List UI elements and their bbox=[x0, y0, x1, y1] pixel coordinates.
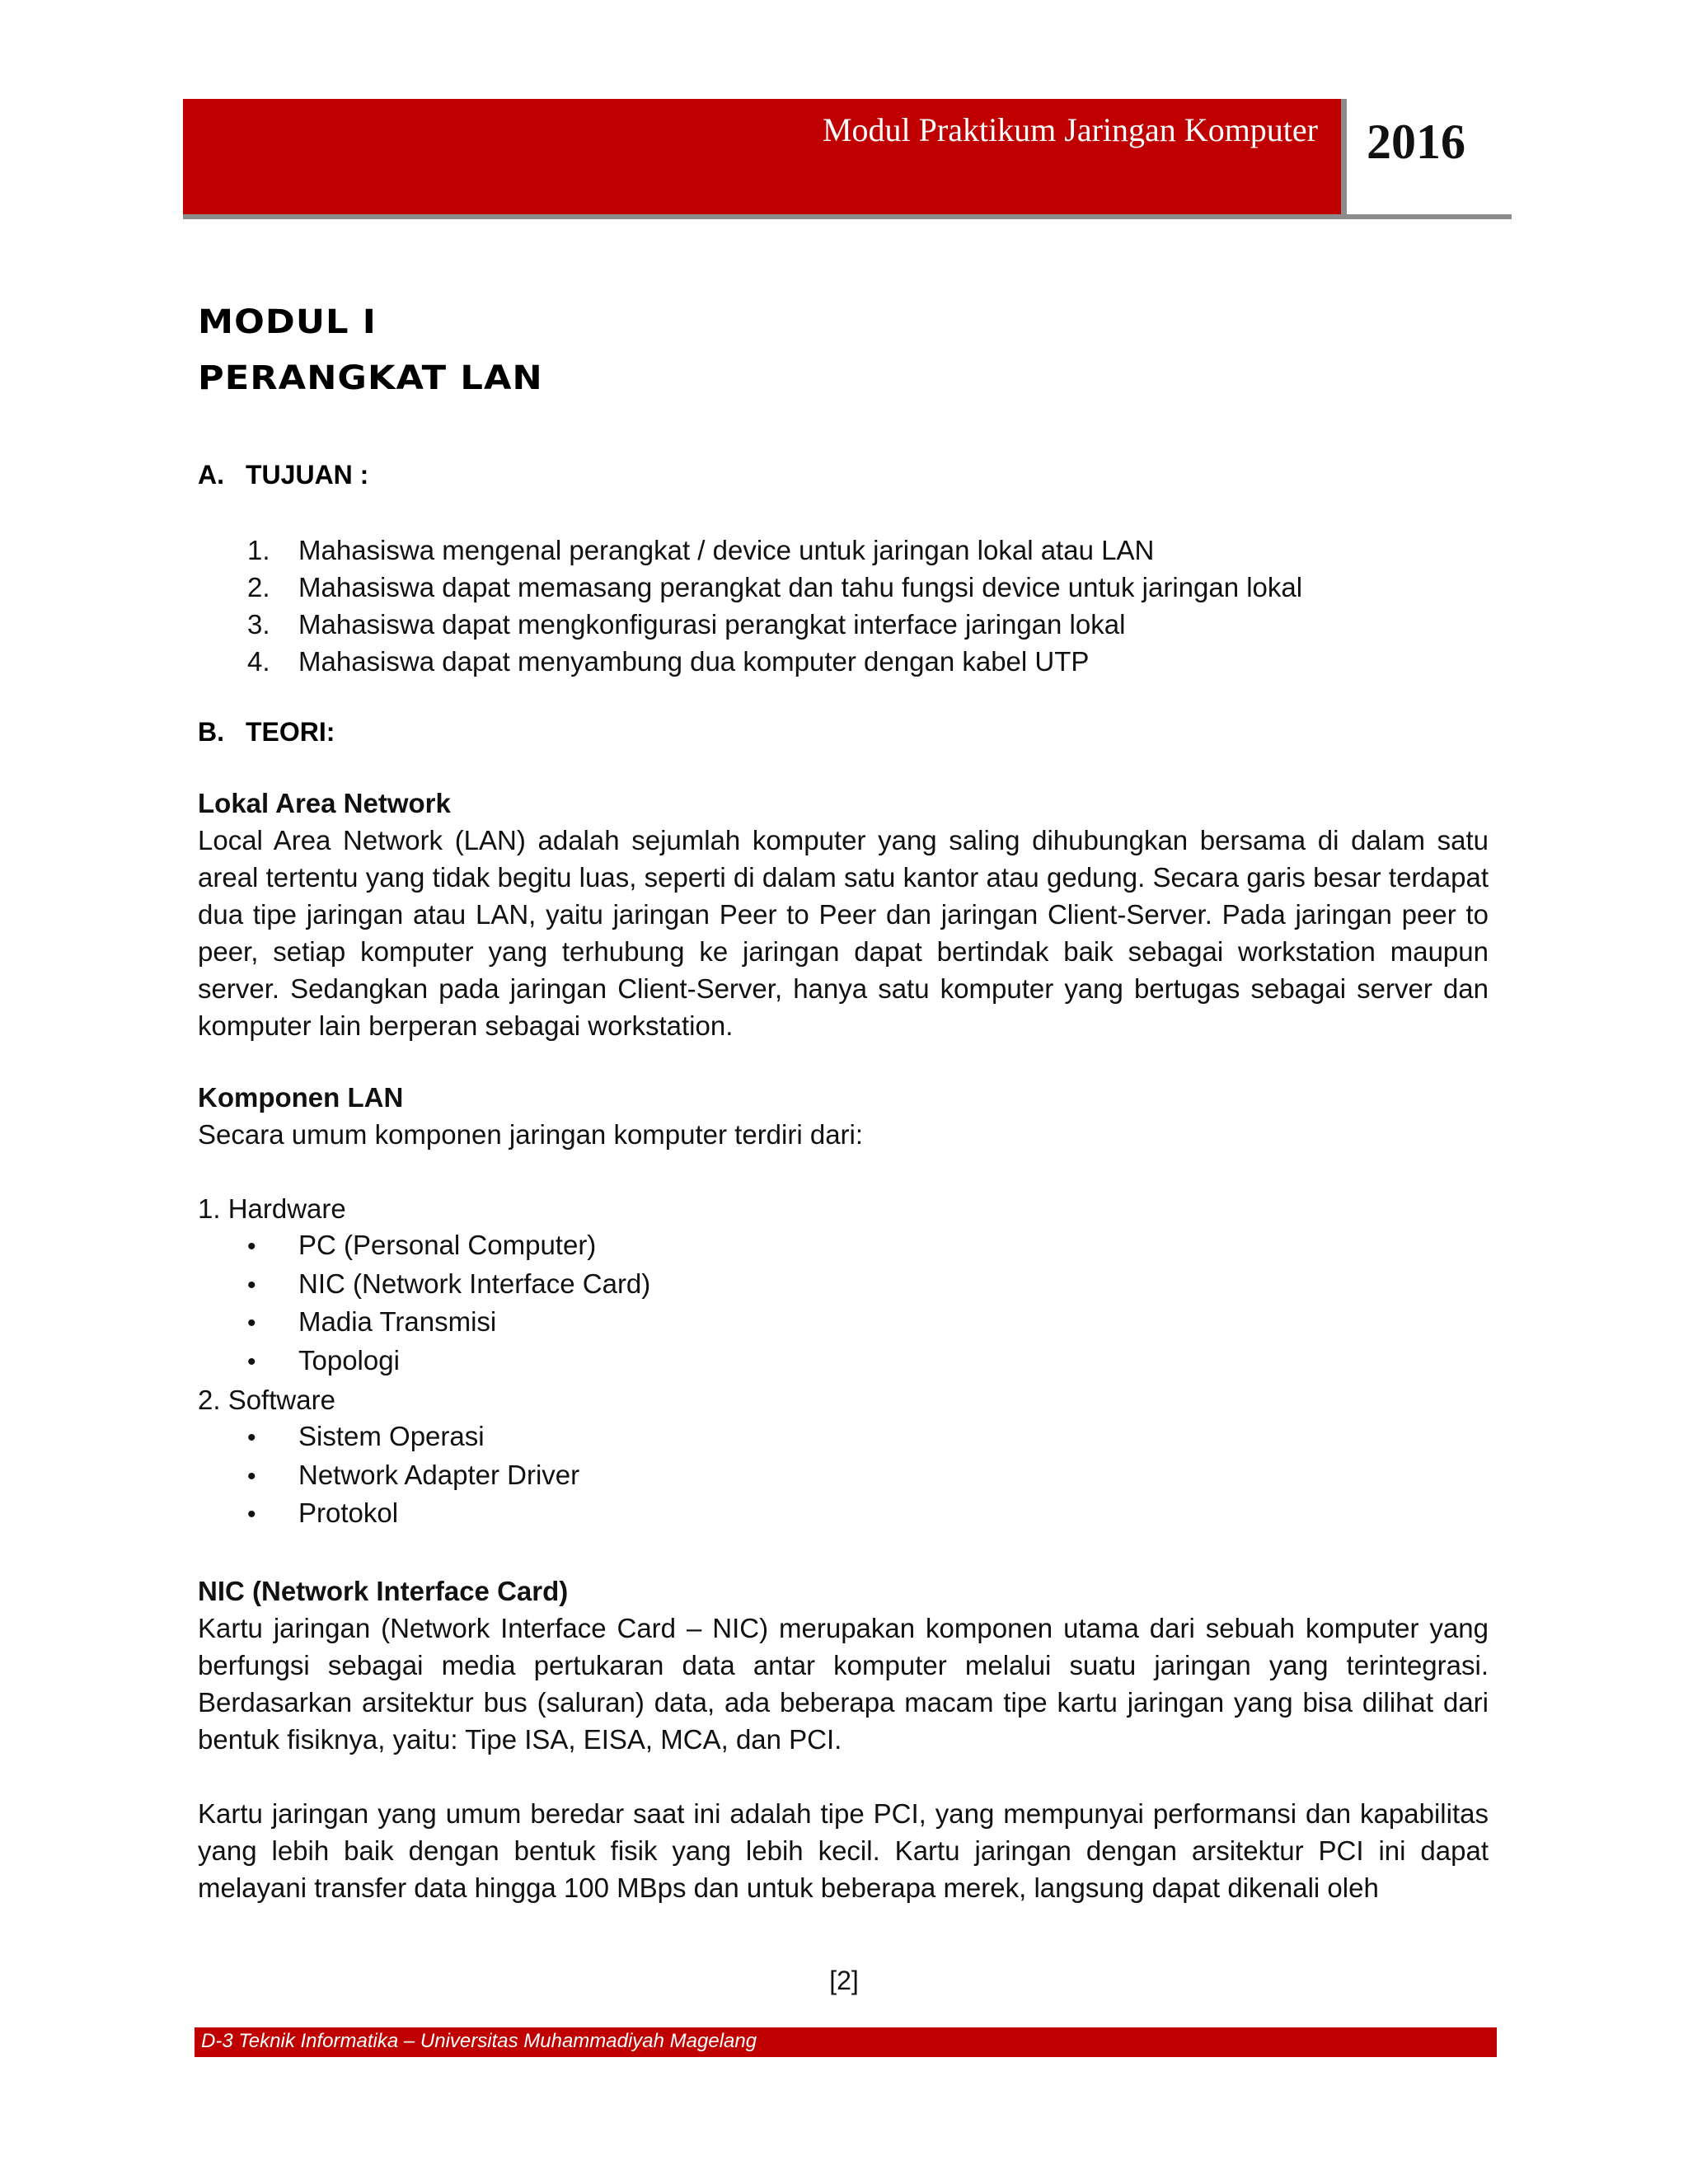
list-item bbox=[247, 643, 1484, 680]
list-item bbox=[247, 1418, 1236, 1456]
list-text: Network Adapter Driver bbox=[298, 1459, 580, 1490]
list-number: 4. bbox=[247, 646, 270, 677]
bullet-icon: • bbox=[247, 1310, 256, 1337]
list-number: 3. bbox=[247, 609, 270, 640]
section-b-label: TEORI: bbox=[246, 717, 335, 747]
section-b-heading bbox=[198, 717, 335, 748]
bullet-icon: • bbox=[247, 1462, 256, 1490]
list-text: Mahasiswa dapat mengkonfigurasi perangkat interface jaringan lokal bbox=[298, 609, 1126, 640]
list-item bbox=[247, 1342, 1236, 1380]
list-text: Mahasiswa dapat menyambung dua komputer dengan kabel UTP bbox=[298, 646, 1090, 677]
list-text: Topologi bbox=[298, 1344, 400, 1376]
hardware-label: 1. Hardware bbox=[198, 1193, 346, 1224]
list-number: 1. bbox=[247, 535, 270, 565]
list-text: Mahasiswa mengenal perangkat / device untuk jaringan lokal atau LAN bbox=[298, 535, 1155, 565]
header-year: 2016 bbox=[1367, 115, 1465, 169]
hardware-list bbox=[247, 1226, 1236, 1380]
nic-paragraph-1: Kartu jaringan (Network Interface Card – NIC) merupakan komponen utama dari sebuah komputer yang berfungsi sebagai media pertukaran data antar komputer melalui suatu jaringan yang terintegrasi. Berdasarkan arsitektur bus (saluran) data, ada beberapa macam tipe kartu jaringan yang bisa dilihat dari bentuk fisiknya, yaitu: Tipe ISA, EISA, MCA, dan PCI. bbox=[198, 1613, 1489, 1755]
objectives-list bbox=[247, 532, 1484, 680]
list-text: PC (Personal Computer) bbox=[298, 1230, 597, 1260]
components-intro: Secara umum komponen jaringan komputer terdiri dari: bbox=[198, 1119, 864, 1150]
bullet-icon: • bbox=[247, 1501, 256, 1528]
lan-paragraph: Local Area Network (LAN) adalah sejumlah komputer yang saling dihubungkan bersama di dalam satu areal tertentu yang tidak begitu luas, seperti di dalam satu kantor atau gedung. Secara garis besar terdapat dua tipe jaringan atau LAN, yaitu jaringan Peer to Peer dan jaringan Client-Server. Pada jaringan peer to peer, setiap komputer yang terhubung ke jaringan dapat bertindak baik sebagai workstation maupun server. Sedangkan pada jaringan Client-Server, hanya satu komputer yang bertugas sebagai server dan komputer lain berperan sebagai workstation. bbox=[198, 825, 1489, 1041]
module-subtitle: PERANGKAT LAN bbox=[198, 359, 543, 397]
section-b-letter: B. bbox=[198, 717, 224, 747]
footer-text: D-3 Teknik Informatika – Universitas Muhammadiyah Magelang bbox=[201, 2030, 757, 2052]
bullet-icon: • bbox=[247, 1233, 256, 1260]
nic-heading: NIC (Network Interface Card) bbox=[198, 1576, 569, 1606]
list-text: NIC (Network Interface Card) bbox=[298, 1268, 651, 1299]
lan-heading: Lokal Area Network bbox=[198, 788, 451, 818]
nic-paragraph-2: Kartu jaringan yang umum beredar saat ini adalah tipe PCI, yang mempunyai performansi dan kapabilitas yang lebih baik dengan bentuk fisik yang lebih kecil. Kartu jaringan dengan arsitektur PCI ini dapat melayani transfer data hingga 100 MBps dan untuk beberapa merek, langsung dapat dikenali oleh bbox=[198, 1798, 1489, 1903]
section-a-heading bbox=[198, 460, 368, 490]
list-item bbox=[247, 1265, 1236, 1304]
bullet-icon: • bbox=[247, 1271, 256, 1299]
header-year-box bbox=[1341, 99, 1512, 219]
list-text: Sistem Operasi bbox=[298, 1421, 485, 1451]
list-text: Mahasiswa dapat memasang perangkat dan tahu fungsi device untuk jaringan lokal bbox=[298, 572, 1303, 602]
bullet-icon: • bbox=[247, 1347, 256, 1376]
header-bar bbox=[183, 99, 1341, 219]
bullet-icon: • bbox=[247, 1424, 256, 1451]
list-item bbox=[247, 569, 1484, 606]
module-title: MODUL I bbox=[198, 303, 377, 341]
software-list bbox=[247, 1418, 1236, 1533]
page-number: [2] bbox=[829, 1966, 859, 1995]
list-number: 2. bbox=[247, 572, 270, 602]
list-text: Madia Transmisi bbox=[298, 1306, 497, 1337]
section-a-label: TUJUAN : bbox=[246, 460, 369, 490]
components-heading: Komponen LAN bbox=[198, 1082, 404, 1113]
footer-bar bbox=[195, 2027, 1497, 2057]
list-item bbox=[247, 606, 1484, 643]
list-item bbox=[247, 1303, 1236, 1342]
list-item bbox=[247, 1494, 1236, 1533]
list-text: Protokol bbox=[298, 1497, 399, 1528]
software-label: 2. Software bbox=[198, 1385, 335, 1415]
list-item bbox=[247, 1456, 1236, 1495]
list-item bbox=[247, 532, 1484, 569]
header-title: Modul Praktikum Jaringan Komputer bbox=[822, 111, 1318, 148]
list-item bbox=[247, 1226, 1236, 1265]
section-a-letter: A. bbox=[198, 460, 224, 490]
